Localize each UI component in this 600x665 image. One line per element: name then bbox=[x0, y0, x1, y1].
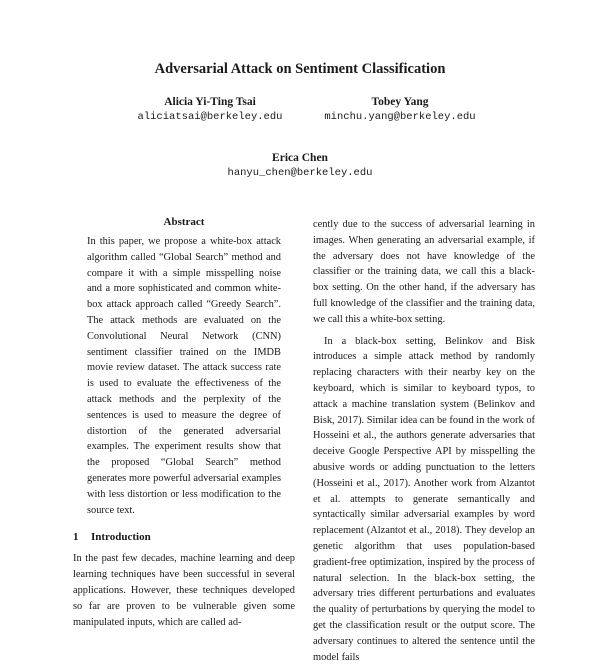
section-number: 1 bbox=[73, 531, 79, 544]
author-block bbox=[110, 95, 310, 124]
section-title: Introduction bbox=[91, 531, 151, 544]
body-paragraph: In a black-box setting, Belinkov and Bisk introduces a simple attack method by randomly replacing characters with their nearby key on the keyboard, which is similar to keyboard typos, to attack a machine translation system (Belinkov and Bisk, 2017). Similar idea can be found in the work of Hosseini et al., the authors generate adversaries that deceive Google Perspective API by misspelling the abusive words or adding punctuation to the letters (Hosseini et al., 2017). Another work from Alzantot et al. attempts to generate semantically and syntactically similar adversarial examples by word replacement (Alzantot et al., 2018). They develop an genetic algorithm that uses population-based gradient-free optimization, inspired by the process of natural selection. In the black-box setting, the adversary tries different perturbations and evaluates the quality of perturbations by querying the model to get the classification result or the output score. The adversary continues to altered the sentence until the model fails bbox=[313, 335, 535, 663]
author-name: Alicia Yi-Ting Tsai bbox=[164, 96, 256, 108]
intro-paragraph: In the past few decades, machine learning and deep learning techniques have been successful in several applications. However, these techniques developed so far are proven to be vulnerable given some manipulated inputs, which are called ad- bbox=[73, 553, 295, 628]
author-block bbox=[200, 151, 400, 180]
abstract-text: In this paper, we propose a white-box attack algorithm called “Global Search” method and compare it with a simple misspelling noise and a more sophisticated and common white-box attack approach called “Greedy Search”. The attack methods are evaluated on the Convolutional Neural Network (CNN) sentiment classifier trained on the IMDB movie review dataset. The attack success rate is used to evaluate the effectiveness of the attack methods and the perplexity of the sentences is used to measure the degree of distortion of the generated adversarial examples. The experiment results show that the proposed “Global Search” method generates more powerful adversarial examples with less distortion or less modification to the source text. bbox=[87, 236, 281, 516]
abstract-heading: Abstract bbox=[163, 216, 205, 228]
author-block bbox=[300, 95, 500, 124]
right-column bbox=[313, 217, 535, 665]
section-heading bbox=[73, 529, 295, 545]
body-paragraph: cently due to the success of adversarial learning in images. When generating an adversarial example, if the adversary does not have knowledge of the classifier or the training data, we call this a black-box setting. On the other hand, if the adversary has full knowledge of the classifier and the training data, we call this a white-box setting. bbox=[313, 219, 535, 325]
author-email: minchu.yang@berkeley.edu bbox=[324, 111, 476, 123]
paper-title: Adversarial Attack on Sentiment Classification bbox=[154, 61, 446, 77]
author-email: aliciatsai@berkeley.edu bbox=[137, 111, 283, 123]
author-email: hanyu_chen@berkeley.edu bbox=[227, 167, 373, 179]
author-name: Erica Chen bbox=[272, 152, 328, 164]
author-name: Tobey Yang bbox=[371, 96, 429, 108]
left-column bbox=[73, 214, 295, 630]
